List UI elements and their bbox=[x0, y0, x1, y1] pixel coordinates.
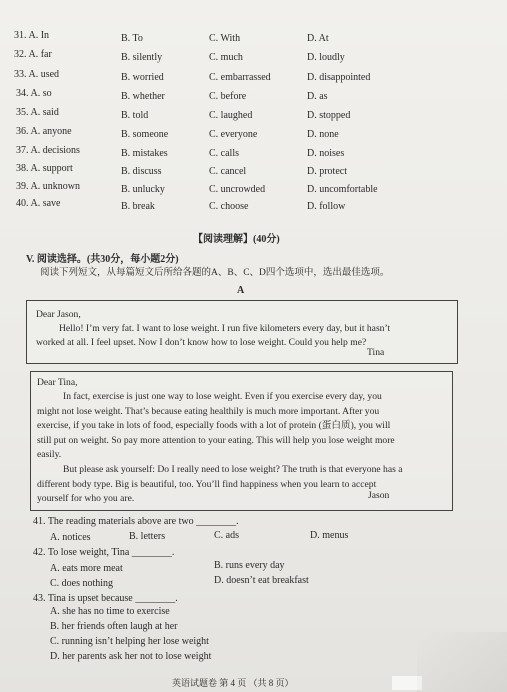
q41-option-b: B. letters bbox=[129, 531, 166, 542]
part-title: V. 阅读选择。(共30分，每小题2分) bbox=[26, 254, 179, 265]
cloze-option-b: B. silently bbox=[121, 52, 163, 63]
option-text: A. anyone bbox=[30, 126, 72, 137]
cloze-option-a bbox=[14, 30, 49, 41]
cloze-option-b: B. To bbox=[121, 33, 143, 44]
q43-option-c: C. running isn’t helping her lose weight bbox=[50, 636, 209, 647]
cloze-option-d: D. protect bbox=[307, 166, 347, 177]
letter2-greeting: Dear Tina, bbox=[37, 377, 78, 388]
cloze-option-a bbox=[16, 198, 61, 209]
letter2-signature: Jason bbox=[368, 490, 390, 501]
letter-box-1 bbox=[26, 300, 458, 364]
option-text: A. save bbox=[30, 198, 61, 209]
question-number: 37. bbox=[16, 145, 29, 156]
cloze-option-d: D. noises bbox=[307, 148, 345, 159]
letter2-line: still put on weight. So pay more attention to your eating. This will help you lose weight more bbox=[37, 434, 395, 446]
cloze-option-d: D. stopped bbox=[307, 110, 351, 121]
cloze-option-b: B. whether bbox=[121, 91, 165, 102]
cloze-option-c: C. uncrowded bbox=[209, 184, 266, 195]
q43-option-a: A. she has no time to exercise bbox=[50, 606, 170, 617]
q42-stem: 42. To lose weight, Tina ________. bbox=[33, 547, 175, 558]
cloze-option-b: B. discuss bbox=[121, 166, 162, 177]
q42-option-b: B. runs every day bbox=[214, 560, 285, 571]
cloze-option-c: C. everyone bbox=[209, 129, 258, 140]
cloze-row bbox=[0, 198, 507, 219]
page-shadow bbox=[417, 632, 507, 692]
cloze-option-c: C. embarrassed bbox=[209, 72, 271, 83]
cloze-option-a bbox=[14, 69, 59, 80]
q41-option-c: C. ads bbox=[214, 530, 239, 541]
cloze-row bbox=[0, 88, 507, 109]
cloze-row bbox=[0, 107, 507, 128]
cloze-option-a bbox=[16, 181, 80, 192]
question-number: 31. bbox=[14, 30, 27, 41]
option-text: A. In bbox=[28, 30, 50, 41]
letter2-line: easily. bbox=[37, 449, 62, 461]
instruction: 阅读下列短文，从每篇短文后所给各题的A、B、C、D四个选项中，选出最佳选项。 bbox=[40, 268, 390, 278]
option-text: A. used bbox=[28, 69, 60, 80]
q43-option-b: B. her friends often laugh at her bbox=[50, 621, 178, 632]
option-text: A. said bbox=[30, 107, 59, 118]
letter2-line: yourself for who you are. bbox=[37, 493, 135, 505]
q42-option-d: D. doesn’t eat breakfast bbox=[214, 575, 309, 586]
cloze-option-a bbox=[16, 145, 80, 156]
letter1-signature: Tina bbox=[367, 347, 385, 358]
cloze-option-b: B. worried bbox=[121, 72, 164, 83]
question-number: 36. bbox=[16, 126, 29, 137]
passage-label: A bbox=[237, 285, 245, 296]
option-text: A. support bbox=[30, 163, 73, 174]
cloze-option-a bbox=[16, 163, 73, 174]
cloze-option-c: C. choose bbox=[209, 201, 249, 212]
cloze-row bbox=[0, 145, 507, 166]
cloze-option-c: C. calls bbox=[209, 148, 239, 159]
question-number: 40. bbox=[16, 198, 29, 209]
letter2-line: But please ask yourself: Do I really need to lose weight? The truth is that everyone has a bbox=[63, 464, 403, 475]
cloze-option-d: D. At bbox=[307, 33, 329, 44]
letter2-line: In fact, exercise is just one way to lose weight. Even if you exercise every day, you bbox=[63, 391, 382, 402]
question-number: 35. bbox=[16, 107, 29, 118]
question-number: 34. bbox=[16, 88, 29, 99]
cloze-option-c: C. laughed bbox=[209, 110, 253, 121]
cloze-option-d: D. uncomfortable bbox=[307, 184, 378, 195]
cloze-option-c: C. With bbox=[209, 33, 241, 44]
letter2-line: might not lose weight. That’s because eating healthily is much more important. After you bbox=[37, 405, 380, 417]
option-text: A. so bbox=[30, 88, 52, 99]
question-number: 33. bbox=[14, 69, 27, 80]
letter1-line1: Hello! I’m very fat. I want to lose weight. I run five kilometers every day, but it hasn’t bbox=[59, 323, 391, 334]
letter2-line: different body type. Big is beautiful, too. You’ll find happiness when you learn to accept bbox=[37, 478, 377, 490]
cloze-row bbox=[0, 49, 507, 70]
q41-option-a: A. notices bbox=[50, 532, 91, 543]
letter-box-2 bbox=[30, 371, 453, 511]
cloze-row bbox=[0, 69, 507, 90]
question-number: 39. bbox=[16, 181, 29, 192]
question-number: 32. bbox=[14, 49, 27, 60]
letter1-line2: worked at all. I feel upset. Now I don’t know how to lose weight. Could you help me? bbox=[36, 337, 367, 348]
cloze-option-a bbox=[16, 126, 72, 137]
cloze-option-b: B. mistakes bbox=[121, 148, 168, 159]
cloze-option-a bbox=[14, 49, 52, 60]
page-footer: 英语试题卷 第 4 页 （共 8 页） bbox=[172, 678, 294, 688]
cloze-row bbox=[0, 30, 507, 51]
cloze-option-d: D. none bbox=[307, 129, 339, 140]
q42-option-a: A. eats more meat bbox=[50, 563, 123, 574]
cloze-option-a bbox=[16, 107, 59, 118]
cloze-option-c: C. cancel bbox=[209, 166, 247, 177]
letter2-line: exercise, if you take in lots of food, especially foods with a lot of protein (蛋白质), you will bbox=[37, 420, 391, 432]
option-text: A. decisions bbox=[30, 145, 80, 156]
cloze-option-d: D. disappointed bbox=[307, 72, 371, 83]
cloze-option-b: B. break bbox=[121, 201, 155, 212]
cloze-option-d: D. as bbox=[307, 91, 328, 102]
cloze-row bbox=[0, 181, 507, 202]
cloze-option-b: B. told bbox=[121, 110, 149, 121]
option-text: A. far bbox=[28, 49, 52, 60]
cloze-option-b: B. unlucky bbox=[121, 184, 165, 195]
option-text: A. unknown bbox=[30, 181, 80, 192]
q42-option-c: C. does nothing bbox=[50, 578, 114, 589]
q41-stem: 41. The reading materials above are two ________. bbox=[33, 516, 239, 527]
q41-option-d: D. menus bbox=[310, 530, 349, 541]
cloze-option-c: C. before bbox=[209, 91, 247, 102]
cloze-option-d: D. loudly bbox=[307, 52, 345, 63]
question-number: 38. bbox=[16, 163, 29, 174]
cloze-option-b: B. someone bbox=[121, 129, 169, 140]
cloze-option-a bbox=[16, 88, 52, 99]
section-header: 【阅读理解】(40分) bbox=[193, 234, 280, 245]
q43-option-d: D. her parents ask her not to lose weight bbox=[50, 651, 212, 662]
cloze-option-c: C. much bbox=[209, 52, 243, 63]
q43-stem: 43. Tina is upset because ________. bbox=[33, 593, 178, 604]
cloze-option-d: D. follow bbox=[307, 201, 346, 212]
letter1-greeting: Dear Jason, bbox=[36, 309, 81, 320]
